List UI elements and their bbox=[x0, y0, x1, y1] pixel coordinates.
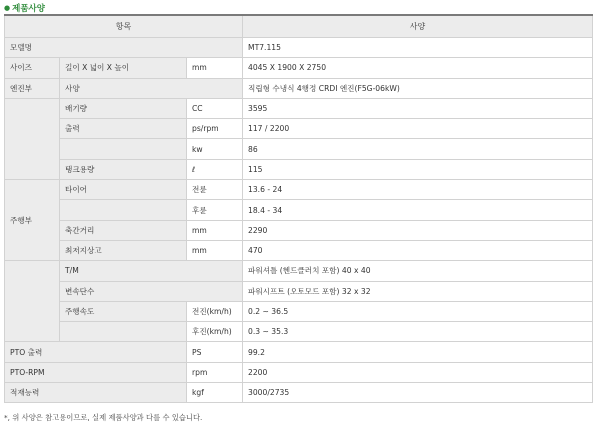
row-sublabel: 타이어 bbox=[60, 180, 187, 200]
header-spec: 사양 bbox=[243, 15, 593, 38]
table-row bbox=[5, 322, 593, 342]
table-row bbox=[5, 383, 593, 403]
row-sublabel: 변속단수 bbox=[60, 281, 243, 301]
section-title bbox=[4, 2, 45, 14]
row-value: 직립형 수냉식 4행정 CRDI 엔진(F5G-06kW) bbox=[243, 78, 593, 98]
row-label: PTO-RPM bbox=[5, 362, 187, 382]
row-unit: mm bbox=[187, 58, 243, 78]
row-unit: 전륜 bbox=[187, 180, 243, 200]
row-value: MT7.115 bbox=[243, 38, 593, 58]
row-sublabel: 사양 bbox=[60, 78, 243, 98]
row-value: 3595 bbox=[243, 98, 593, 118]
row-value: 86 bbox=[243, 139, 593, 159]
row-group-blank bbox=[5, 261, 60, 342]
table-row bbox=[5, 58, 593, 78]
row-value: 0.2 ~ 36.5 bbox=[243, 301, 593, 321]
table-row bbox=[5, 38, 593, 58]
row-value: 3000/2735 bbox=[243, 383, 593, 403]
table-row bbox=[5, 159, 593, 179]
row-sublabel: 최저지상고 bbox=[60, 240, 187, 260]
row-sublabel: 주행속도 bbox=[60, 301, 187, 321]
row-value: 4045 X 1900 X 2750 bbox=[243, 58, 593, 78]
row-sublabel-blank bbox=[60, 139, 187, 159]
table-row bbox=[5, 220, 593, 240]
table-header-row bbox=[5, 15, 593, 38]
table-row bbox=[5, 78, 593, 98]
row-sublabel-blank bbox=[60, 200, 187, 220]
table-row bbox=[5, 261, 593, 281]
row-value: 2290 bbox=[243, 220, 593, 240]
row-value: 18.4 - 34 bbox=[243, 200, 593, 220]
section-title-text: 제품사양 bbox=[12, 4, 45, 14]
row-group-blank bbox=[5, 98, 60, 179]
table-row bbox=[5, 119, 593, 139]
row-sublabel: T/M bbox=[60, 261, 243, 281]
row-unit: kgf bbox=[187, 383, 243, 403]
row-value: 파워셔틀 (헨드클러치 포함) 40 x 40 bbox=[243, 261, 593, 281]
row-unit: 후진(km/h) bbox=[187, 322, 243, 342]
footnote: *, 위 사양은 참고용이므로, 실제 제품사양과 다를 수 있습니다. bbox=[4, 413, 203, 422]
row-unit: mm bbox=[187, 220, 243, 240]
row-sublabel: 배기량 bbox=[60, 98, 187, 118]
row-sublabel: 축간거리 bbox=[60, 220, 187, 240]
table-row bbox=[5, 180, 593, 200]
row-value: 13.6 - 24 bbox=[243, 180, 593, 200]
row-unit: rpm bbox=[187, 362, 243, 382]
row-sublabel-blank bbox=[60, 322, 187, 342]
header-item: 항목 bbox=[5, 15, 243, 38]
row-label: 사이즈 bbox=[5, 58, 60, 78]
row-unit: kw bbox=[187, 139, 243, 159]
row-value: 470 bbox=[243, 240, 593, 260]
row-unit: ps/rpm bbox=[187, 119, 243, 139]
table-row bbox=[5, 240, 593, 260]
row-value: 117 / 2200 bbox=[243, 119, 593, 139]
table-row bbox=[5, 301, 593, 321]
table-row bbox=[5, 362, 593, 382]
row-unit: CC bbox=[187, 98, 243, 118]
row-unit: PS bbox=[187, 342, 243, 362]
row-value: 파워시프트 (오토모드 포함) 32 x 32 bbox=[243, 281, 593, 301]
bullet-icon: ● bbox=[4, 4, 11, 12]
row-label: 모델명 bbox=[5, 38, 243, 58]
table-row bbox=[5, 342, 593, 362]
row-label: 엔진부 bbox=[5, 78, 60, 98]
row-sublabel: 길이 X 넓이 X 높이 bbox=[60, 58, 187, 78]
table-row bbox=[5, 200, 593, 220]
row-unit: 후륜 bbox=[187, 200, 243, 220]
row-label: 주행부 bbox=[5, 180, 60, 261]
row-label: PTO 출력 bbox=[5, 342, 187, 362]
table-row bbox=[5, 139, 593, 159]
table-row bbox=[5, 98, 593, 118]
table-row bbox=[5, 281, 593, 301]
row-value: 0.3 ~ 35.3 bbox=[243, 322, 593, 342]
row-unit: ℓ bbox=[187, 159, 243, 179]
row-unit: 전진(km/h) bbox=[187, 301, 243, 321]
row-value: 2200 bbox=[243, 362, 593, 382]
row-sublabel: 탱크용량 bbox=[60, 159, 187, 179]
spec-table bbox=[4, 14, 593, 403]
row-value: 99.2 bbox=[243, 342, 593, 362]
row-sublabel: 출력 bbox=[60, 119, 187, 139]
row-label: 적재능력 bbox=[5, 383, 187, 403]
row-unit: mm bbox=[187, 240, 243, 260]
row-value: 115 bbox=[243, 159, 593, 179]
